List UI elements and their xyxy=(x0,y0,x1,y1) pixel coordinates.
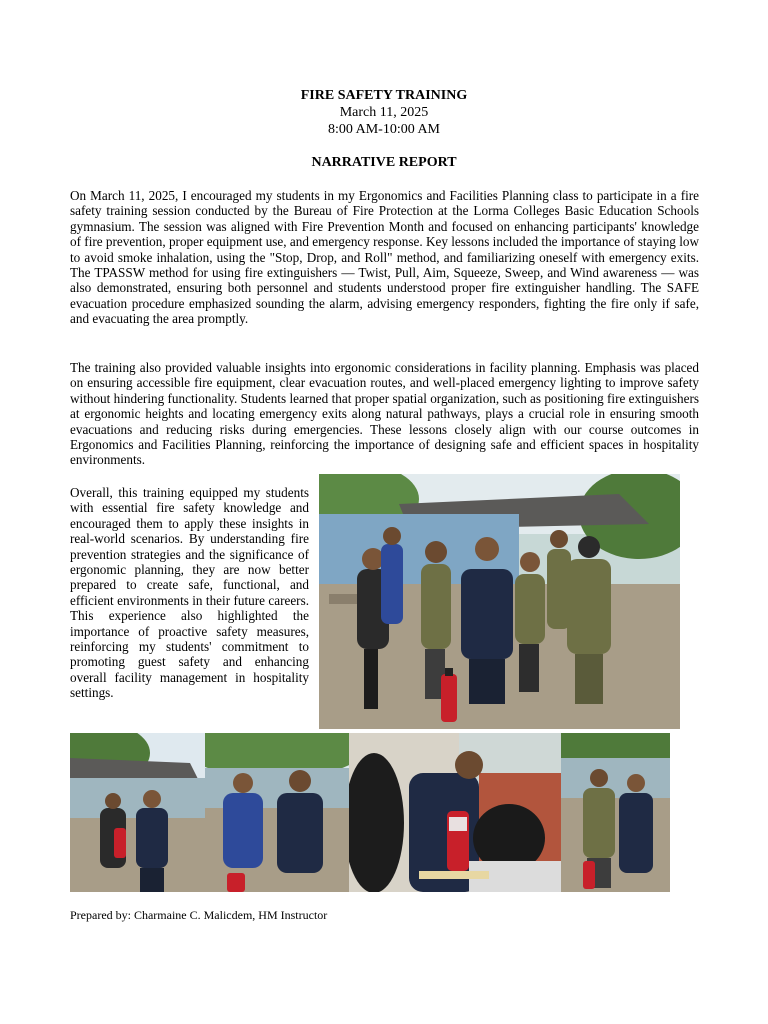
event-time: 8:00 AM-10:00 AM xyxy=(327,122,440,137)
paragraph-1: On March 11, 2025, I encouraged my students in my Ergonomics and Facilities Planning class to participate in a fire safety training session conducted by the Bureau of Fire Protection at the Lorma Colleges Basic Education Schools gymnasium. The session was aligned with Fire Prevention Month and focused on enhancing participants' knowledge of fire prevention, proper equipment use, and emergency response. Key lessons included the importance of staying low to avoid smoke inhalation, using the "Stop, Drop, and Roll" method, and familiarizing oneself with emergency exits. The TPASSW method for using fire extinguishers — Twist, Pull, Aim, Squeeze, Sweep, and Wind awareness — was also demonstrated, ensuring both personnel and students understood proper fire extinguisher handling. The SAFE evacuation procedure emphasized sounding the alarm, advising emergency responders, fighting the fire only if safe, and evacuating the area promptly. xyxy=(70,188,699,327)
photo-strip-4 xyxy=(561,733,670,892)
photo-strip-2 xyxy=(205,733,349,892)
document-title: FIRE SAFETY TRAINING xyxy=(300,88,468,103)
photo-strip-3 xyxy=(349,733,561,892)
paragraph-3: Overall, this training equipped my students with essential fire safety knowledge and encouraged them to apply these insights in real-world scenarios. By understanding fire prevention strategies and the significance of ergonomic planning, they are now better prepared to create safe, functional, and efficient environments in their future careers. This experience also highlighted the importance of proactive safety measures, reinforcing my students' commitment to promoting guest safety and enhancing overall facility management in hospitality settings. xyxy=(70,485,309,701)
prepared-by: Prepared by: Charmaine C. Malicdem, HM Instructor xyxy=(70,908,328,922)
paragraph-2: The training also provided valuable insights into ergonomic considerations in facility planning. Emphasis was placed on ensuring accessible fire equipment, clear evacuation routes, and well-placed emergency lighting to improve safety without hindering functionality. Students learned that proper spatial organization, such as positioning fire extinguishers at ergonomic heights and locating emergency exits along natural pathways, plays a crucial role in ensuring smooth evacuations and reducing risks during emergencies. These lessons closely align with our course outcomes in Ergonomics and Facilities Planning, reinforcing the importance of designing safe and efficient spaces in hospitality environments. xyxy=(70,360,699,468)
photo-strip-1 xyxy=(70,733,205,892)
event-date: March 11, 2025 xyxy=(339,105,429,120)
report-heading: NARRATIVE REPORT xyxy=(311,155,457,170)
group-photo xyxy=(319,474,680,729)
